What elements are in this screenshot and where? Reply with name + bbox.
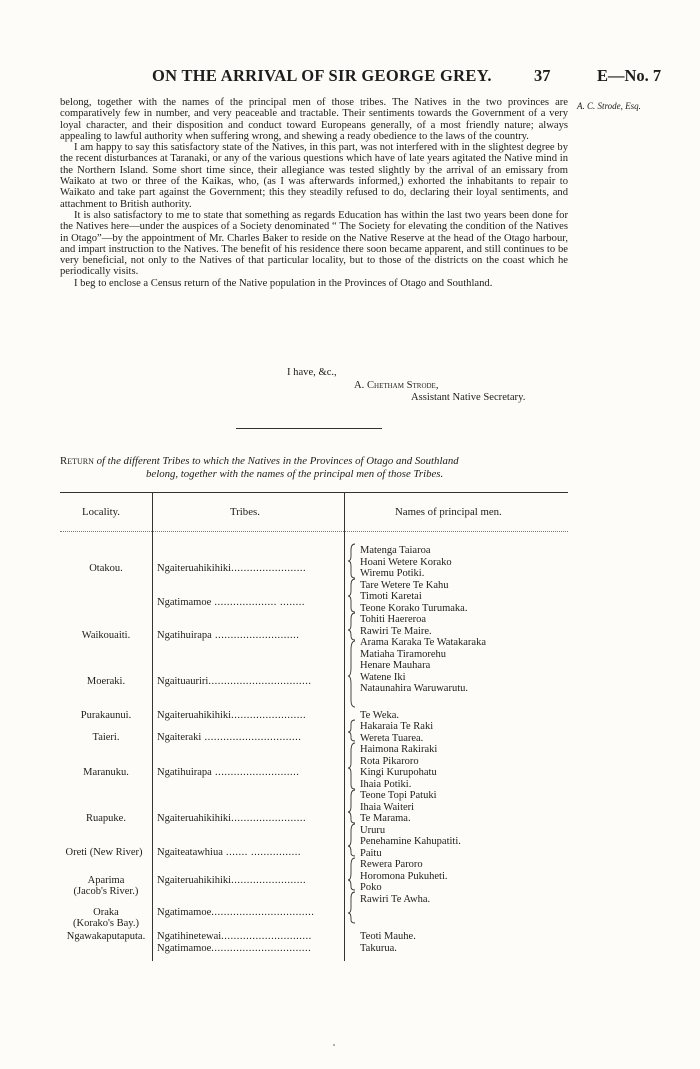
name-cell: Hakaraia Te Raki — [360, 721, 434, 732]
table-header-rule — [60, 531, 568, 532]
tribe-cell: Ngaiteruahikihiki........................ — [157, 875, 307, 886]
name-cell: Tare Wetere Te Kahu — [360, 580, 449, 591]
column-divider — [152, 492, 153, 961]
tribe-cell: Ngaiteatawhiua ....... ................ — [157, 847, 302, 858]
tribe-cell: Ngatimamoe................................ — [157, 943, 312, 954]
series-number: E—No. 7 — [597, 66, 662, 85]
locality-cell: Purakaunui. — [80, 710, 132, 721]
name-cell: Horomona Pukuheti. — [360, 871, 448, 882]
page-title: ON THE ARRIVAL OF SIR GEORGE GREY. — [152, 66, 492, 85]
signature-title: Assistant Native Secretary. — [411, 392, 526, 403]
paragraph: I beg to enclose a Census return of the Native population in the Provinces of Otago and Southland. — [74, 277, 493, 289]
name-cell: Teoti Mauhe. — [360, 931, 416, 942]
name-cell: Matiaha Tiramorehu — [360, 649, 447, 660]
name-cell: Rewera Paroro — [360, 859, 423, 870]
brace-mark — [348, 743, 355, 789]
locality-cell: (Jacob's River.) — [73, 886, 139, 897]
name-cell: Rota Pikaroro — [360, 756, 419, 767]
brace-mark — [348, 544, 355, 578]
locality-cell: Moeraki. — [86, 676, 126, 687]
name-cell: Wereta Tuarea. — [360, 733, 424, 744]
tribe-cell: Ngaituauriri................................. — [157, 676, 312, 687]
return-title — [60, 455, 570, 481]
name-cell: Rawiri Te Maire. — [360, 626, 432, 637]
brace-mark — [348, 613, 355, 640]
name-cell: Arama Karaka Te Watakaraka — [360, 637, 486, 648]
tribe-cell: Ngatimamoe................................. — [157, 907, 315, 918]
name-cell: Penehamine Kahupatiti. — [360, 836, 461, 847]
name-cell: Poko — [360, 882, 382, 893]
name-cell: Hoani Wetere Korako — [360, 557, 452, 568]
tribe-cell: Ngaiteruahikihiki........................ — [157, 563, 307, 574]
letter-closing: I have, &c., — [287, 367, 337, 378]
name-cell: Watene Iki — [360, 672, 406, 683]
name-cell: Kingi Kurupohatu — [360, 767, 437, 778]
locality-cell: Taieri. — [92, 732, 120, 743]
paragraph: I am happy to say this satisfactory state of the Natives, in this part, was not interfered with in the slightest degree by the recent disturbances at Taranaki, or any of the various questions which have of late years agitated the Native mind in the Northern Island. Some short time since, their allegiance was tested slightly by the arrival of an emissary from Waikato at two or three of the Kaikas, who, (as I was afterwards informed,) exhorted the inhabitants to repair to Waikato and take part against the Government; this they steadily refused to do, declaring their loyal sentiments, and attachment to British authority. — [60, 142, 568, 210]
name-cell: Nataunahira Waruwarutu. — [360, 683, 468, 694]
locality-cell: Oraka — [93, 907, 119, 918]
name-cell: Ururu — [360, 825, 386, 836]
tribe-cell: Ngatimamoe .................... ........ — [157, 597, 305, 608]
running-header — [0, 66, 700, 86]
name-cell: Ihaia Waiteri — [360, 802, 415, 813]
locality-cell: (Korako's Bay.) — [73, 918, 139, 929]
brace-group — [347, 540, 359, 960]
name-cell: Takurua. — [360, 943, 397, 954]
tribe-cell: Ngatihuirapa ........................... — [157, 767, 300, 778]
tribe-cell: Ngaiteraki ............................... — [157, 732, 302, 743]
tribe-cell: Ngatihinetewai............................. — [157, 931, 312, 942]
locality-cell: Ngawakaputaputa. — [66, 931, 146, 942]
brace-mark — [348, 858, 355, 890]
name-cell: Timoti Karetai — [360, 591, 422, 602]
brace-mark — [348, 720, 355, 741]
brace-mark — [348, 579, 355, 612]
return-title-line1: of the different Tribes to which the Natives in the Provinces of Otago and Southland — [93, 455, 459, 467]
brace-mark — [348, 824, 355, 856]
return-title-lead: Return — [60, 455, 94, 467]
name-cell: Te Marama. — [360, 813, 411, 824]
column-header-locality: Locality. — [82, 506, 120, 518]
locality-cell: Aparima — [87, 875, 125, 886]
locality-cell: Ruapuke. — [86, 813, 126, 824]
name-cell: Teone Topi Patuki — [360, 790, 437, 801]
tribe-cell: Ngatihuirapa ........................... — [157, 630, 300, 641]
paragraph: belong, together with the names of the principal men of those tribes. The Natives in the two provinces are comparatively few in number, and very peaceable and tractable. Their sentiments towards the Government of a very loyal character, and their disposition and conduct toward Europeans generally, of a most friendly nature; always appealing to lawful authority when suffering wrong, and shewing a ready obedience to the laws of the country. — [60, 97, 568, 142]
signature-name: A. Chetham Strode, — [354, 380, 439, 391]
return-title-line2: belong, together with the names of the principal men of those Tribes. — [146, 468, 444, 480]
locality-cell: Waikouaiti. — [81, 630, 131, 641]
name-cell: Matenga Taiaroa — [360, 545, 431, 556]
name-cell: Paitu — [360, 848, 382, 859]
divider — [236, 428, 382, 429]
tribe-cell: Ngaiteruahikihiki........................ — [157, 710, 307, 721]
locality-cell: Oreti (New River) — [65, 847, 143, 858]
name-cell: Ihaia Potiki. — [360, 779, 412, 790]
page-number: 37 — [534, 66, 551, 85]
tribe-cell: Ngaiteruahikihiki........................ — [157, 813, 307, 824]
name-cell: Haimona Rakiraki — [360, 744, 438, 755]
name-cell: Wiremu Potiki. — [360, 568, 425, 579]
name-cell: Te Weka. — [360, 710, 400, 721]
column-header-names: Names of principal men. — [395, 506, 502, 518]
brace-mark — [348, 790, 355, 823]
column-divider — [344, 492, 345, 961]
margin-note: A. C. Strode, Esq. — [577, 101, 641, 111]
column-header-tribes: Tribes. — [230, 506, 260, 518]
name-cell: Henare Mauhara — [360, 660, 431, 671]
table-top-rule — [60, 492, 568, 493]
name-cell: Teone Korako Turumaka. — [360, 603, 468, 614]
name-cell: Tohiti Haereroa — [360, 614, 427, 625]
brace-mark — [348, 892, 355, 923]
brace-mark — [348, 641, 355, 707]
print-speck — [333, 1044, 335, 1046]
paragraph: It is also satisfactory to me to state that something as regards Education has within the last two years been done for the Natives here—under the auspices of a Society denominated “ The Society for elevating the condition of the Natives in Otago”—by the appointment of Mr. Charles Baker to reside on the Native Reserve at the head of the Otago harbour, and impart instruction to the Natives. The benefit of his residence there soon became apparent, and still continues to be very beneficial, not only to the Natives of that particular locality, but to those of the districts on the coast which he periodically visits. — [60, 209, 568, 278]
letter-body — [60, 97, 568, 289]
locality-cell: Maranuku. — [83, 767, 129, 778]
name-cell: Rawiri Te Awha. — [360, 894, 431, 905]
locality-cell: Otakou. — [89, 563, 123, 574]
